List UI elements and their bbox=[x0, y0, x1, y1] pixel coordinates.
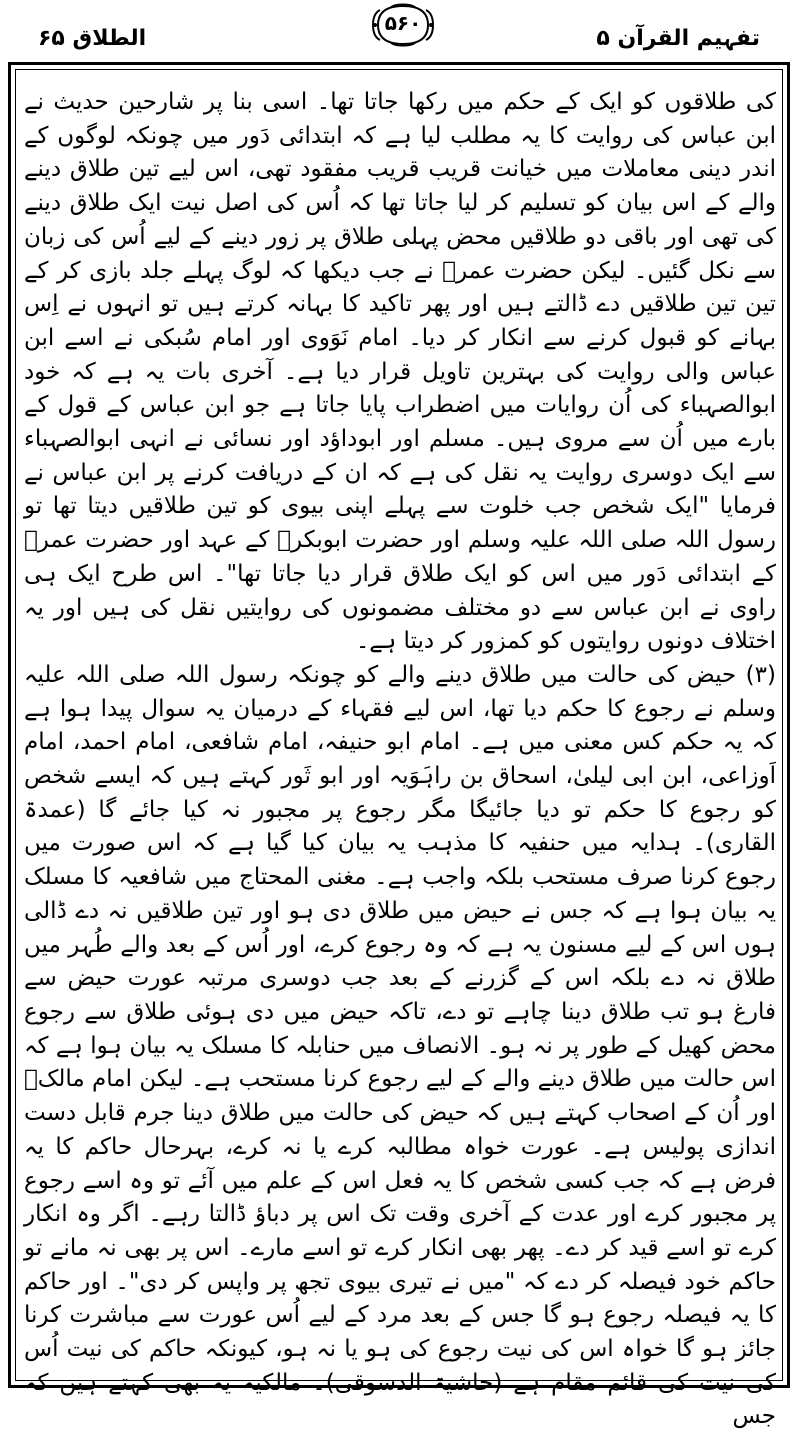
paragraph-2: (۳) حیض کی حالت میں طلاق دینے والے کو چونکہ رسول اللہ صلی اللہ علیہ وسلم نے رجوع کا حکم دیا تھا، اس لیے فقہاء کے درمیان یہ سوال پیدا ہوا ہے کہ یہ حکم کس معنی میں ہے۔ امام ابو حنیفہ، امام شافعی، امام احمد، امام اَوزاعی، ابن ابی لیلیٰ، اسحاق بن راہَوَیہ اور ابو ثَور کہتے ہیں کہ ایسے شخص کو رجوع کا حکم تو دیا جائیگا مگر رجوع پر مجبور نہ کیا جائے گا (عمدۃ القاری)۔ ہدایہ میں حنفیہ کا مذہب یہ بیان کیا گیا ہے کہ اس صورت میں رجوع کرنا صرف مستحب بلکہ واجب ہے۔ مغنی المحتاج میں شافعیہ کا مسلک یہ بیان ہوا ہے کہ جس نے حیض میں طلاق دی ہو اور تین طلاقیں نہ دے ڈالی ہوں اس کے لیے مسنون یہ ہے کہ وہ رجوع کرے، اور اُس کے بعد والے طُہر میں طلاق نہ دے بلکہ اس کے گزرنے کے بعد جب دوسری مرتبہ عورت حیض سے فارغ ہو تب طلاق دینا چاہے تو دے، تاکہ حیض میں دی ہوئی طلاق سے رجوع محض کھیل کے طور پر نہ ہو۔ الانصاف میں حنابلہ کا مسلک یہ بیان ہوا ہے کہ اس حالت میں طلاق دینے والے کے لیے رجوع کرنا مستحب ہے۔ لیکن امام مالکؒ اور اُن کے اصحاب کہتے ہیں کہ حیض کی حالت میں طلاق دینا جرم قابل دست اندازی پولیس ہے۔ عورت خواہ مطالبہ کرے یا نہ کرے، بہرحال حاکم کا یہ فرض ہے کہ جب کسی شخص کا یہ فعل اس کے علم میں آئے تو وہ اسے رجوع پر مجبور کرے اور عدت کے آخری وقت تک اس پر دباؤ ڈالتا رہے۔ اگر وہ انکار کرے تو اسے قید کر دے۔ پھر بھی انکار کرے تو اسے مارے۔ اس پر بھی نہ مانے تو حاکم خود فیصلہ کر دے کہ "میں نے تیری بیوی تجھ پر واپس کر دی"۔ اور حاکم کا یہ فیصلہ رجوع ہو گا جس کے بعد مرد کے لیے اُس عورت سے مباشرت کرنا جائز ہو گا خواہ اس کی نیت رجوع کی ہو یا نہ ہو، کیونکہ حاکم کی نیت اُس کی نیت کی قائم مقام ہے (حاشیۃ الدسوقی)۔ مالکیہ یہ بھی کہتے ہیں کہ جس bbox=[24, 661, 776, 1430]
surah-name: الطلاق ۶۵ bbox=[38, 26, 147, 51]
page-number: ۵۶۰ bbox=[384, 11, 422, 35]
book-title: تفہیم القرآن ۵ bbox=[596, 26, 760, 51]
page-body bbox=[24, 86, 776, 1430]
paragraph-1: کی طلاقوں کو ایک کے حکم میں رکھا جاتا تھا۔ اسی بنا پر شارحین حدیث نے ابن عباس کی روایت کا یہ مطلب لیا ہے کہ ابتدائی دَور میں چونکہ لوگوں کے اندر دینی معاملات میں خیانت قریب قریب مفقود تھی، اس لیے تین طلاق دینے والے کے اس بیان کو تسلیم کر لیا جاتا تھا کہ اُس کی اصل نیت ایک طلاق دینے کی تھی اور باقی دو طلاقیں محض پہلی طلاق پر زور دینے کے لیے اُس کی زبان سے نکل گئیں۔ لیکن حضرت عمرؓ نے جب دیکھا کہ لوگ پہلے جلد بازی کر کے تین تین طلاقیں دے ڈالتے ہیں اور پھر تاکید کا بہانہ کرتے ہیں تو انہوں نے اِس بہانے کو قبول کرنے سے انکار کر دیا۔ امام نَوَوی اور امام سُبکی نے اسے ابن عباس والی روایت کی بہترین تاویل قرار دیا ہے۔ آخری بات یہ ہے کہ خود ابوالصہباء کی اُن روایات میں اضطراب پایا جاتا ہے جو ابن عباس کے قول کے بارے میں اُن سے مروی ہیں۔ مسلم اور ابوداؤد اور نسائی نے انہی ابوالصہباء سے ایک دوسری روایت یہ نقل کی ہے کہ ان کے دریافت کرنے پر ابن عباس نے فرمایا "ایک شخص جب خلوت سے پہلے اپنی بیوی کو تین طلاقیں دیتا تھا تو رسول اللہ صلی اللہ علیہ وسلم اور حضرت ابوبکرؓ کے عہد اور حضرت عمرؓ کے ابتدائی دَور میں اس کو ایک طلاق قرار دیا جاتا تھا"۔ اس طرح ایک ہی راوی نے ابن عباس سے دو مختلف مضمونوں کی روایتیں نقل کی ہیں اور یہ اختلاف دونوں روایتوں کو کمزور کر دیتا ہے۔ bbox=[24, 89, 776, 655]
page-header bbox=[0, 0, 800, 62]
page-number-badge bbox=[370, 2, 436, 48]
